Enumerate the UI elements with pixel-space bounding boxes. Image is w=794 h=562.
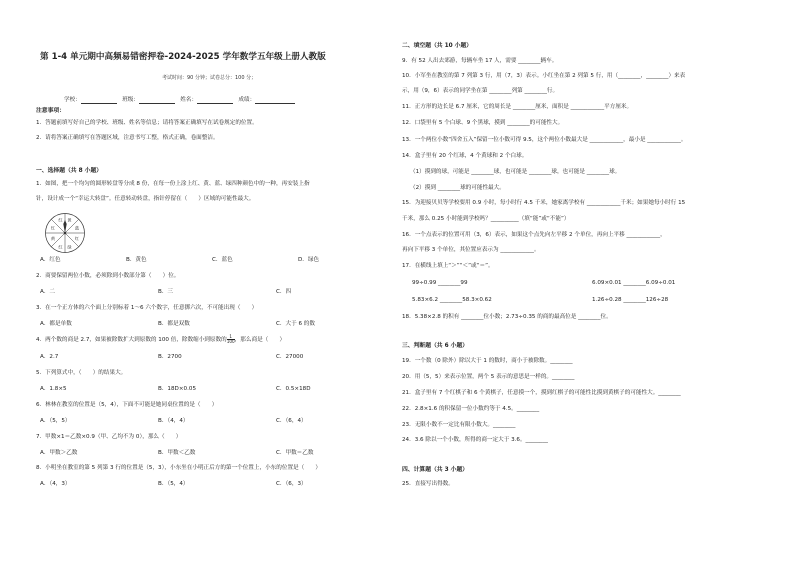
q6-option-c[interactable]: C．（6，4） [276,418,307,424]
q1-options [40,257,319,264]
q7-option-a[interactable]: A．甲数＞乙数 [40,450,78,456]
q7-option-b[interactable]: B．甲数＜乙数 [158,450,196,456]
section4-heading: 四、计算题（共 3 小题） [402,467,469,473]
score-blank[interactable] [255,97,295,104]
school-label: 学校： [64,97,81,103]
wheel-label: 蓝 [74,225,80,231]
notes-heading: 注意事项： [36,108,65,114]
q4-fraction [227,335,235,344]
q12-text: 12．口袋里有 5 个白球、9 个黑球，摸到 ________的可能性大。 [402,120,564,126]
q1-option-a[interactable]: A．红色 [40,257,61,263]
q6-option-a[interactable]: A．（5，5） [40,418,71,424]
wheel-label: 绿 [67,244,72,250]
q4-option-b[interactable]: B．2700 [158,354,182,360]
class-label: 班级： [122,97,139,103]
q14-part1: （1）摸到的球，可能是 ________球，也可能是 ________球，也可能是 ________球。 [410,169,621,175]
q4-options [40,354,303,361]
q17-compare-4: 1.26÷0.28 ________126÷28 [592,297,669,303]
q8-option-b[interactable]: B．（5，4） [158,481,189,487]
q5-option-a[interactable]: A．1.8×5 [40,386,67,392]
wheel-label: 黄 [50,236,56,241]
q15-text-b: 千米，那么 0.25 小时能到学校吗？__________（填“能”或“不能”） [402,216,570,222]
q5-options [40,386,311,393]
q4-stem-end: ，那么商是（ ） [234,337,286,343]
q6-text: 6．林林在教室的位置是（5，4），下面不可能是她同桌位置的是（ ） [36,402,218,408]
q20-text: 20．用（5，5）来表示位置，两个 5 表示的意思是一样的。________ [402,374,575,380]
q3-option-b[interactable]: B．都是双数 [158,321,190,327]
q16-text-a: 16．一个点表示的位置可用（3，6）表示，如果这个点先向左平移 2 个单位，再向上平移 ____________， [402,232,666,238]
exam-info: 考试时间：90 分钟；试卷总分：100 分； [162,75,257,81]
q16-text-b: 再向下平移 3 个单位，其位置应表示为 ____________。 [402,247,540,253]
q1-text-b: 针，设计成一个“幸运大转盘”。任意转动转盘，指针停留在（ ）区域的可能性最大。 [36,196,255,202]
wheel-label: 红 [58,217,63,223]
school-blank[interactable] [81,97,117,104]
q17-text: 17．在横线上填上“＞”“＜”或“＝”。 [402,263,494,269]
wheel-label: 红 [50,225,56,231]
q24-text: 24．3.6 除以一个小数，所得的商一定大于 3.6。________ [402,437,548,443]
note-2: 2．请将答案正确填写在答题区域，注意书写工整，格式正确，卷面整洁。 [36,135,219,141]
q22-text: 22．2.8×1.6 的积保留一位小数约等于 4.5。________ [402,406,540,412]
q4-text [36,335,285,344]
wheel-label: 红 [58,244,63,250]
q7-text: 7．甲数×1＝乙数×0.9（甲、乙均不为 0），那么（ ） [36,434,182,440]
q13-text: 13．一个两位小数“四舍五入”保留一位小数可得 9.5，这个两位小数最大是 ____________，最小是 ____________。 [402,137,687,143]
q25-text: 25．直接写出得数。 [402,481,454,487]
name-label: 姓名： [180,97,198,103]
page-title: 第 1-4 单元期中高频易错密押卷-2024-2025 学年数学五年级上册人教版 [40,52,326,62]
fraction-numerator: 1 [227,335,235,340]
section1-heading: 一、选择题（共 8 小题） [36,168,103,174]
q18-text: 18．5.38×2.8 的积有 ________位小数；2.73÷0.35 的商的最高位是 ________位。 [402,314,612,320]
q21-text: 21．盒子里有 7 个红棋子和 6 个黄棋子，任意摸一个，摸到红棋子的可能性比摸到黄棋子的可能性大。________ [402,390,681,396]
q3-options [40,321,315,328]
q1-option-b[interactable]: B．黄色 [126,257,147,263]
q8-option-c[interactable]: C．（6，3） [276,481,307,487]
section3-heading: 三、判断题（共 6 小题） [402,343,469,349]
q8-text: 8．小明坐在教室的第 5 列第 3 行的位置是（5，3），小东坐在小明正后方的第一个位置上，小东的位置是（ ） [36,465,322,471]
class-blank[interactable] [139,97,175,104]
q5-option-b[interactable]: B．18D×0.05 [158,386,196,392]
score-label: 成绩： [238,97,256,103]
q3-option-c[interactable]: C．大于 6 的数 [276,321,315,327]
q17-compare-1: 99÷0.99 ________99 [412,280,468,286]
note-1: 1．答题前填写好自己的学校、班级、姓名等信息；请将答案正确填写在试卷规定的位置。 [36,120,258,126]
q8-options [40,481,307,488]
q23-text: 23．无限小数不一定比有限小数大。________ [402,422,516,428]
q2-option-b[interactable]: B．三 [158,289,174,295]
q2-options [40,289,291,296]
q6-option-b[interactable]: B．（4，4） [158,418,189,424]
q2-text: 2．商要保留两位小数，必须除到小数部分第（ ）位。 [36,273,180,279]
q1-text-a: 1．如图，把一个均匀的圆形转盘等分成 8 份，在每一份上涂上红、黄、蓝、绿四种颜色中的一种，再安装上指 [36,181,310,187]
name-blank[interactable] [197,97,233,104]
q5-text: 5．下列算式中，（ ）的结果大。 [36,370,127,376]
q7-option-c[interactable]: C．甲数＝乙数 [276,450,314,456]
q2-option-a[interactable]: A．二 [40,289,56,295]
q17-compare-2: 6.09×0.01 ________6.09÷0.01 [592,280,676,286]
q19-text: 19．一个数（0 除外）除以大于 1 的数时，商小于被除数。________ [402,358,573,364]
q9-text: 9．有 52 人出去郊游，每辆车坐 17 人，需要 ________辆车。 [402,58,558,64]
q17-compare-3: 5.83×6.2 ________58.3×0.62 [412,297,492,303]
q8-option-a[interactable]: A．（4，3） [40,481,71,487]
q6-options [40,418,307,425]
q10-text-b: 示，用（9，6）表示的同学坐在第 ________列第 ________行。 [402,88,559,94]
info-fields [64,97,295,104]
q4-option-c[interactable]: C．27000 [276,354,304,360]
q4-stem: 4．两个数的商是 2.7，如果被除数扩大到原数的 100 倍，除数缩小到原数的 [36,337,227,343]
q3-option-a[interactable]: A．都是单数 [40,321,72,327]
q14-text: 14．盒子里有 20 个红球，4 个黄球和 2 个白球。 [402,153,528,159]
q4-option-a[interactable]: A．2.7 [40,354,59,360]
q7-options [40,450,313,457]
section2-heading: 二、填空题（共 10 小题） [402,43,473,49]
q5-option-c[interactable]: C．0.5×18D [276,386,311,392]
wheel-label: 黄 [67,217,72,223]
fraction-denominator: 100 [226,339,235,344]
q2-option-c[interactable]: C．四 [276,289,292,295]
q14-part2: （2）摸到 ________球的可能性最大。 [410,185,505,191]
q15-text-a: 15．为迎接贝贝等学校要用 0.9 小时，每小时行 4.5 千米，她家离学校有 ____________千米；如果她每小时行 15 [402,200,686,206]
q3-text: 3．在一个正方体的六个面上分别标着 1～6 六个数字，任意掷六次，不可能出现（ ） [36,305,258,311]
spinner-wheel [44,212,86,254]
q1-option-c[interactable]: C．蓝色 [212,257,233,263]
wheel-label: 红 [74,236,80,241]
q1-option-d[interactable]: D．绿色 [298,257,320,263]
q11-text: 11．正方形的边长是 6.7 厘米，它的周长是 ________厘米，面积是 ____________平方厘米。 [402,104,633,110]
q10-text-a: 10．小军坐在教室的第 7 列第 3 行，用（7，3）表示。小红坐在第 2 列第 5 行，用（________，________）来表 [402,73,686,79]
